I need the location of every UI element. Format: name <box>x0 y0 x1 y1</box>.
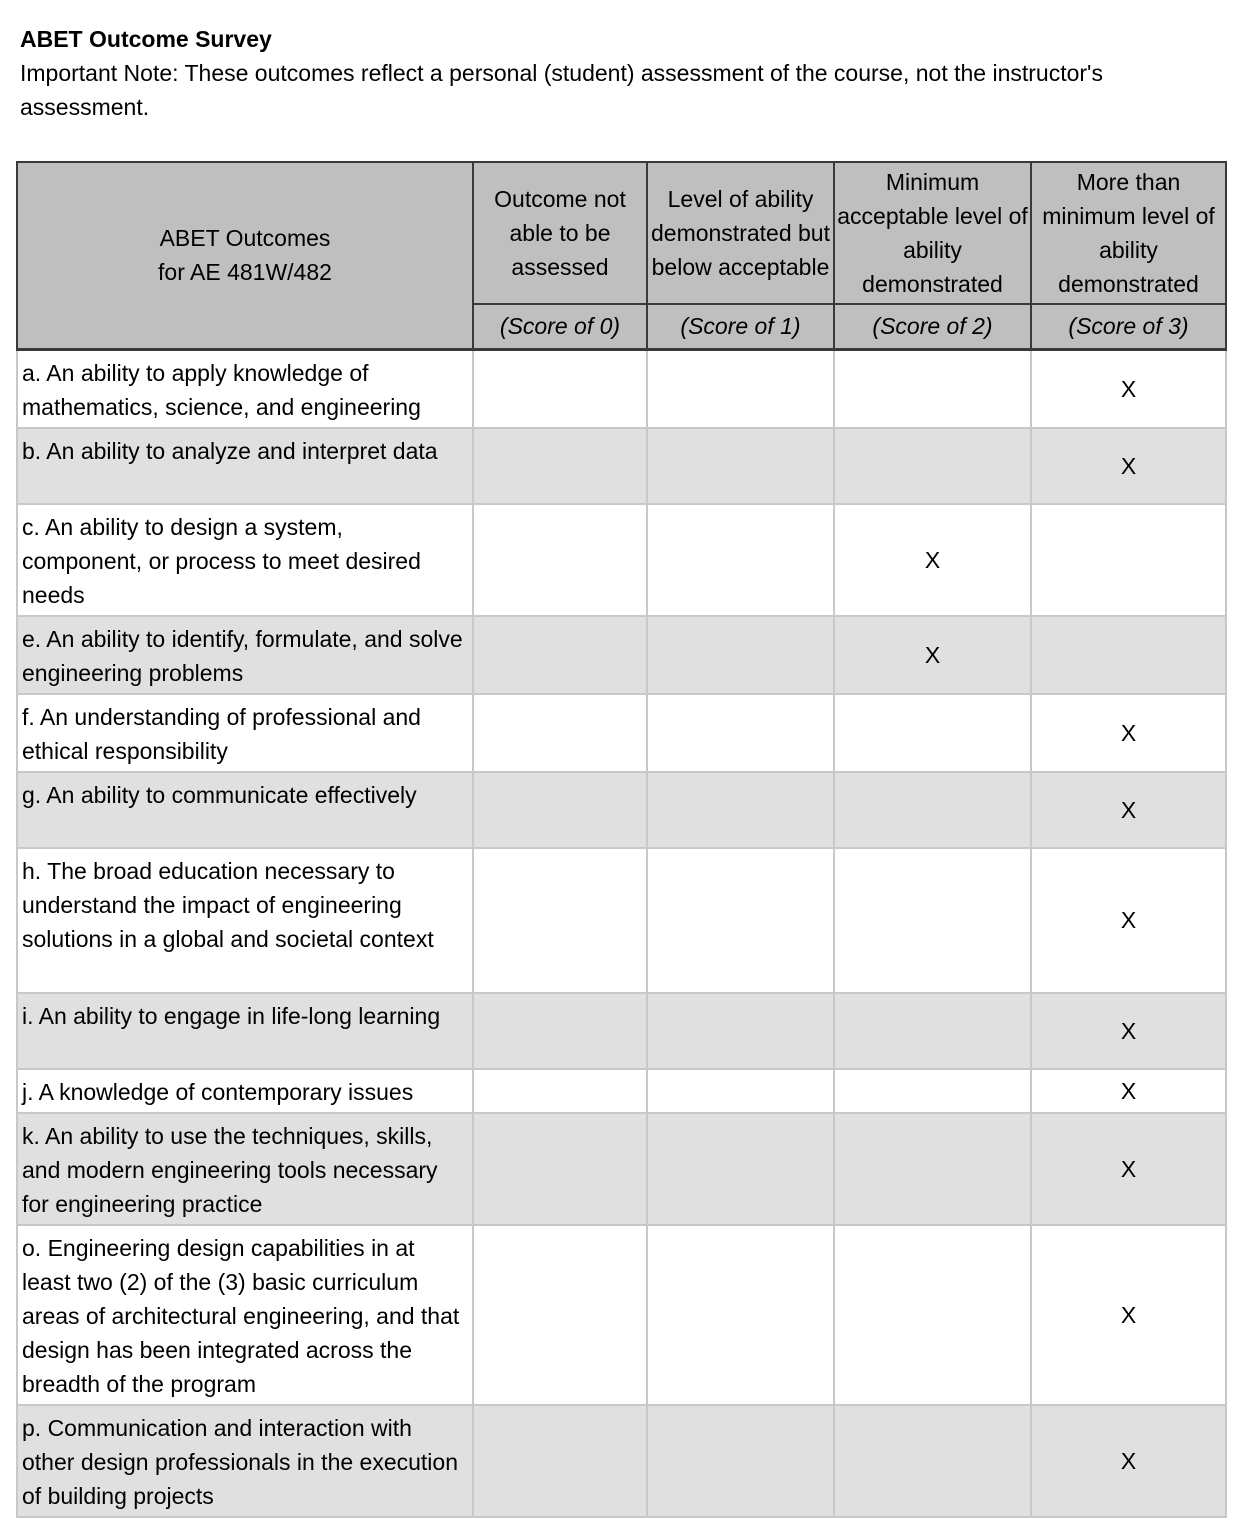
score-2-cell: X <box>834 504 1031 616</box>
table-row <box>17 428 1226 504</box>
table-row <box>17 1113 1226 1225</box>
score-3-cell: X <box>1031 1069 1226 1113</box>
outcomes-header-line-1: ABET Outcomes <box>159 225 331 252</box>
table-row <box>17 848 1226 993</box>
score-0-cell <box>473 349 647 428</box>
table-row <box>17 504 1226 616</box>
outcome-cell: j. A knowledge of contemporary issues <box>17 1069 473 1113</box>
score-label-1: (Score of 1) <box>647 304 834 349</box>
score-1-cell <box>647 504 834 616</box>
score-1-cell <box>647 772 834 848</box>
score-1-cell <box>647 694 834 772</box>
score-1-cell <box>647 616 834 694</box>
score-3-cell: X <box>1031 772 1226 848</box>
score-1-cell <box>647 993 834 1069</box>
score-3-cell: X <box>1031 993 1226 1069</box>
column-header-score-0: Outcome not able to be assessed <box>473 162 647 304</box>
table-row <box>17 1225 1226 1405</box>
outcome-cell: k. An ability to use the techniques, skills, and modern engineering tools necessary for engineering practice <box>17 1113 473 1225</box>
score-0-cell <box>473 848 647 993</box>
score-0-cell <box>473 772 647 848</box>
table-row <box>17 349 1226 428</box>
score-0-cell <box>473 1069 647 1113</box>
score-2-cell <box>834 993 1031 1069</box>
outcome-cell: f. An understanding of professional and ethical responsibility <box>17 694 473 772</box>
outcome-cell: g. An ability to communicate effectively <box>17 772 473 848</box>
score-3-cell: X <box>1031 349 1226 428</box>
outcomes-header-line-2: for AE 481W/482 <box>158 259 332 286</box>
score-2-cell <box>834 1405 1031 1517</box>
score-1-cell <box>647 1225 834 1405</box>
outcome-cell: o. Engineering design capabilities in at least two (2) of the (3) basic curriculum areas of architectural engineering, and that design has been integrated across the breadth of the program <box>17 1225 473 1405</box>
outcome-cell: i. An ability to engage in life-long learning <box>17 993 473 1069</box>
table-row <box>17 993 1226 1069</box>
score-1-cell <box>647 428 834 504</box>
score-3-cell: X <box>1031 1113 1226 1225</box>
score-2-cell <box>834 1225 1031 1405</box>
score-1-cell <box>647 349 834 428</box>
score-2-cell <box>834 772 1031 848</box>
score-label-0: (Score of 0) <box>473 304 647 349</box>
score-3-cell: X <box>1031 1405 1226 1517</box>
outcome-cell: a. An ability to apply knowledge of mathematics, science, and engineering <box>17 349 473 428</box>
page-title: ABET Outcome Survey <box>20 26 272 52</box>
table-row <box>17 694 1226 772</box>
table-row <box>17 1069 1226 1113</box>
outcomes-column-header <box>17 162 473 349</box>
column-header-score-3: More than minimum level of ability demonstrated <box>1031 162 1226 304</box>
score-3-cell: X <box>1031 694 1226 772</box>
score-3-cell <box>1031 504 1226 616</box>
score-2-cell <box>834 848 1031 993</box>
outcome-cell: e. An ability to identify, formulate, and solve engineering problems <box>17 616 473 694</box>
score-1-cell <box>647 1113 834 1225</box>
score-0-cell <box>473 1405 647 1517</box>
score-0-cell <box>473 1225 647 1405</box>
outcome-cell: c. An ability to design a system, component, or process to meet desired needs <box>17 504 473 616</box>
score-1-cell <box>647 848 834 993</box>
score-0-cell <box>473 1113 647 1225</box>
score-2-cell <box>834 349 1031 428</box>
score-2-cell <box>834 694 1031 772</box>
score-0-cell <box>473 428 647 504</box>
outcome-cell: b. An ability to analyze and interpret data <box>17 428 473 504</box>
outcome-cell: p. Communication and interaction with other design professionals in the execution of building projects <box>17 1405 473 1517</box>
score-3-cell: X <box>1031 1225 1226 1405</box>
column-header-score-1: Level of ability demonstrated but below acceptable <box>647 162 834 304</box>
outcome-cell: h. The broad education necessary to understand the impact of engineering solutions in a global and societal context <box>17 848 473 993</box>
score-label-2: (Score of 2) <box>834 304 1031 349</box>
column-header-score-2: Minimum acceptable level of ability demonstrated <box>834 162 1031 304</box>
table-row <box>17 1405 1226 1517</box>
score-2-cell <box>834 1069 1031 1113</box>
score-2-cell <box>834 1113 1031 1225</box>
score-3-cell: X <box>1031 848 1226 993</box>
table-row <box>17 616 1226 694</box>
score-0-cell <box>473 616 647 694</box>
important-note: Important Note: These outcomes reflect a personal (student) assessment of the course, not the instructor's assessment. <box>20 60 1103 120</box>
outcome-survey-table <box>16 161 1227 1518</box>
score-3-cell <box>1031 616 1226 694</box>
score-2-cell: X <box>834 616 1031 694</box>
table-row <box>17 772 1226 848</box>
score-0-cell <box>473 504 647 616</box>
score-0-cell <box>473 694 647 772</box>
score-1-cell <box>647 1405 834 1517</box>
score-label-3: (Score of 3) <box>1031 304 1226 349</box>
score-1-cell <box>647 1069 834 1113</box>
score-3-cell: X <box>1031 428 1226 504</box>
score-2-cell <box>834 428 1031 504</box>
score-0-cell <box>473 993 647 1069</box>
